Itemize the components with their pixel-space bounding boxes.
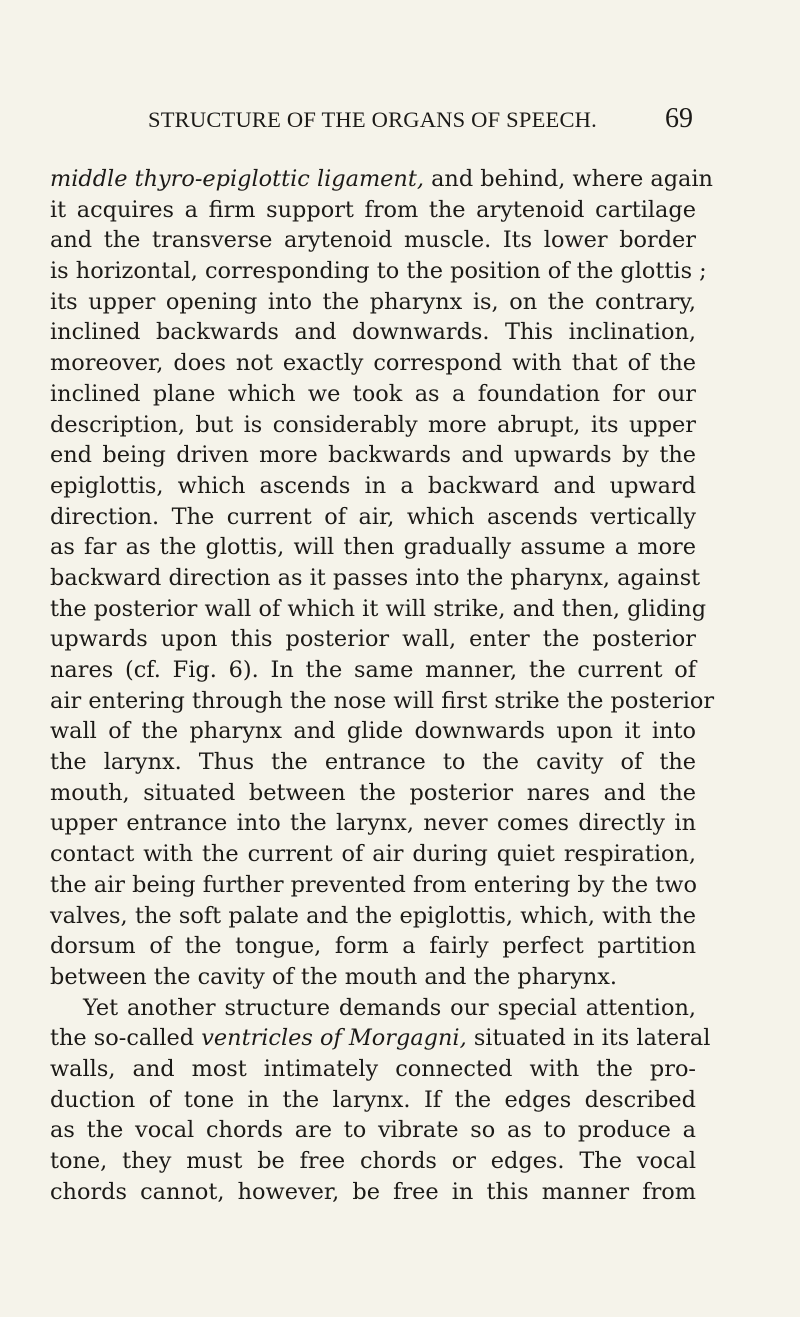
text-line: nares (cf. Fig. 6). In the same manner, the current of bbox=[50, 657, 696, 683]
text-line: is horizontal, corresponding to the position of the glottis ; bbox=[50, 258, 707, 285]
text-line: and the transverse arytenoid muscle. Its lower border bbox=[50, 227, 696, 254]
text-line: the larynx. Thus the entrance to the cavity of the bbox=[50, 749, 696, 776]
text-line: chords cannot, however, be free in this manner from bbox=[50, 1178, 696, 1205]
text-line: direction. The current of air, which ascends vertically bbox=[50, 503, 696, 530]
text-line: upper entrance into the larynx, never comes directly in bbox=[50, 810, 696, 837]
text-line: middle thyro-epiglottic ligament, and behind, where again bbox=[50, 166, 713, 192]
text-line: the air being further prevented from entering by the two bbox=[50, 871, 697, 898]
italic-term: middle thyro-epiglottic ligament, bbox=[50, 166, 424, 192]
text-line: inclined backwards and downwards. This inclination, bbox=[50, 319, 696, 346]
text-line: tone, they must be free chords or edges. The vocal bbox=[50, 1148, 696, 1174]
text-line: backward direction as it passes into the pharynx, against bbox=[50, 564, 701, 591]
text-line: the so-called ventricles of Morgagni, situated in its lateral bbox=[50, 1025, 711, 1052]
body-text bbox=[50, 164, 715, 1207]
text-line: inclined plane which we took as a foundation for our bbox=[50, 380, 696, 407]
text-line: the posterior wall of which it will strike, and then, gliding bbox=[50, 595, 707, 622]
running-title: STRUCTURE OF THE ORGANS OF SPEECH. bbox=[148, 107, 597, 132]
text-line: upwards upon this posterior wall, enter the posterior bbox=[50, 626, 696, 653]
text-line: contact with the current of air during quiet respiration, bbox=[50, 841, 696, 868]
text-line: mouth, situated between the posterior nares and the bbox=[50, 779, 696, 806]
text-line: end being driven more backwards and upwards by the bbox=[50, 442, 696, 469]
text-line: its upper opening into the pharynx is, on the contrary, bbox=[50, 288, 696, 315]
text-line: air entering through the nose will first strike the posterior bbox=[50, 687, 715, 714]
text-line: as the vocal chords are to vibrate so as to produce a bbox=[50, 1117, 696, 1144]
page-header bbox=[148, 103, 693, 141]
text-line: wall of the pharynx and glide downwards upon it into bbox=[50, 718, 696, 745]
text-line: duction of tone in the larynx. If the edges described bbox=[50, 1086, 696, 1113]
text-line: it acquires a firm support from the arytenoid cartilage bbox=[50, 196, 696, 223]
text-line: dorsum of the tongue, form a fairly perfect partition bbox=[50, 933, 696, 960]
text-line: walls, and most intimately connected with the pro- bbox=[50, 1055, 696, 1082]
text-line: epiglottis, which ascends in a backward and upward bbox=[50, 472, 696, 499]
italic-term: ventricles of Morgagni, bbox=[201, 1025, 467, 1052]
text-line: moreover, does not exactly correspond with that of the bbox=[50, 350, 696, 377]
page-number: 69 bbox=[665, 103, 693, 134]
text-line: between the cavity of the mouth and the pharynx. bbox=[50, 963, 618, 990]
text-line: valves, the soft palate and the epiglottis, which, with the bbox=[50, 902, 696, 929]
text-line: as far as the glottis, will then gradually assume a more bbox=[50, 534, 696, 561]
text-line: Yet another structure demands our special attention, bbox=[83, 994, 696, 1021]
text-line: description, but is considerably more abrupt, its upper bbox=[50, 411, 696, 438]
